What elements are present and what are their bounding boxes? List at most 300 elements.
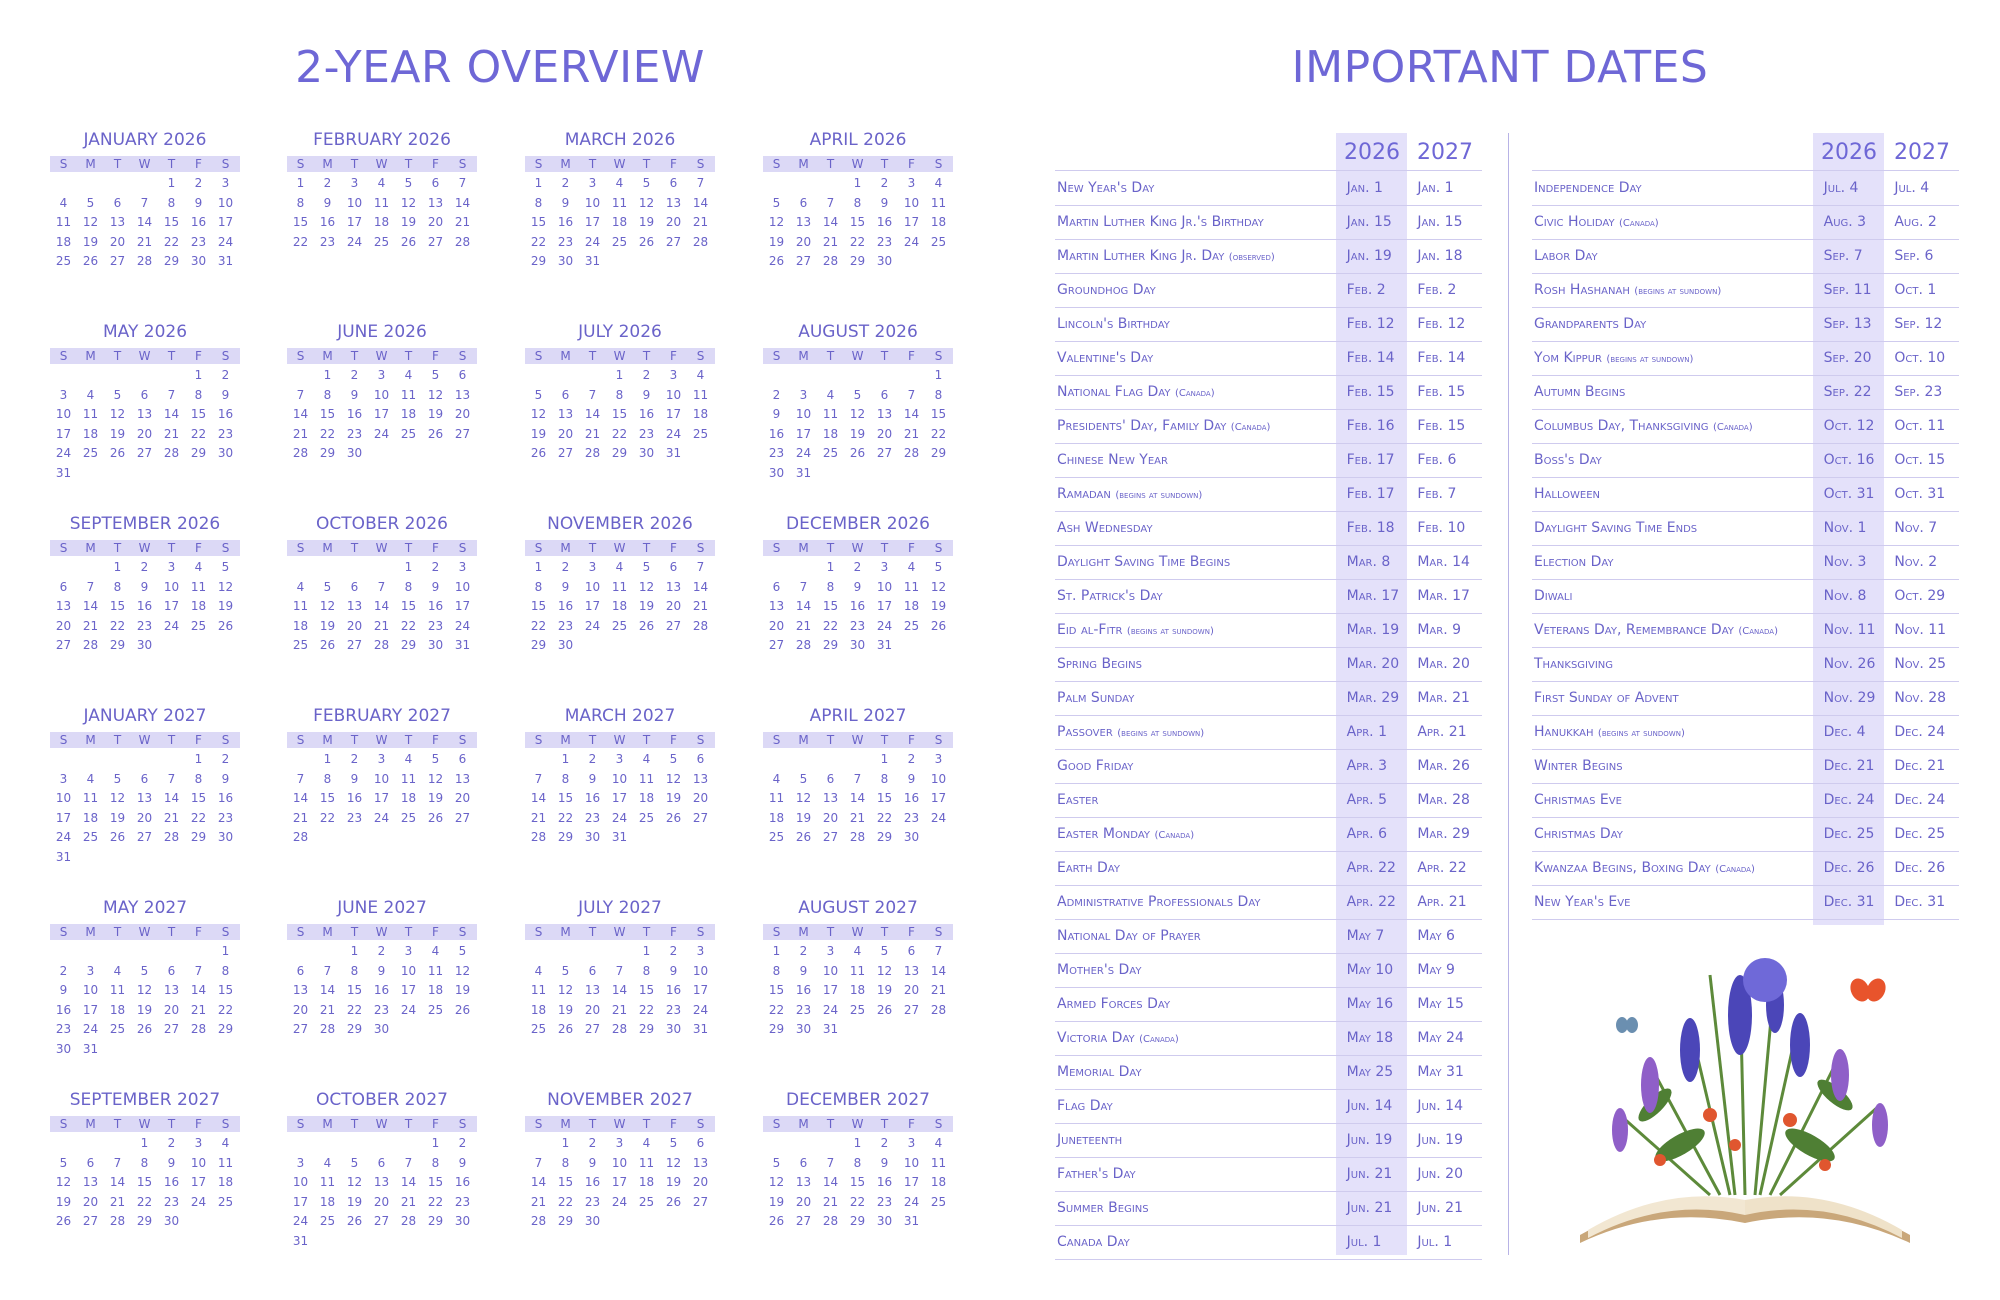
week-row [50,1020,240,1040]
day-cell [77,464,104,484]
date-2027: Apr. 21 [1417,724,1467,740]
year-header-2027-left: 2027 [1417,140,1473,165]
weekday-label: S [221,157,230,171]
event-name-cell [1055,1030,1337,1046]
day-cell [104,1040,131,1060]
day-cell: 12 [109,791,126,805]
day-cell: 15 [876,791,893,805]
day-cell: 26 [638,618,655,633]
day-cell: 10 [822,963,839,978]
date-2027: Apr. 22 [1417,860,1467,876]
event-note: (begins at sundown) [1126,626,1214,637]
day-cell: 3 [59,771,68,786]
week-row [763,828,953,848]
day-cell: 19 [427,407,444,421]
day-cell: 28 [190,1022,207,1036]
day-cell: 30 [346,446,363,460]
event-note: (begins at sundown) [1117,728,1205,739]
day-cell: 14 [373,599,390,613]
event-name-cell [1532,724,1814,740]
day-cell: 17 [903,215,920,229]
day-cell: 18 [427,983,444,997]
day-cell: 15 [346,983,363,997]
day-cell: 2 [350,368,359,382]
day-cell: 7 [853,771,862,786]
event-name: Christmas Day [1534,826,1623,842]
day-cell: 4 [194,560,203,574]
week-row [50,405,240,425]
day-cell: 23 [454,1194,471,1209]
event-name-cell [1055,350,1337,366]
day-cell: 6 [431,176,440,190]
day-cell: 6 [296,963,305,978]
day-cell: 25 [373,234,390,249]
day-cell: 29 [557,830,574,844]
day-cell: 18 [217,1175,234,1189]
day-cell: 17 [584,599,601,613]
day-cell [844,1020,871,1040]
day-cell: 24 [55,830,72,844]
weekday-header [525,1116,715,1132]
day-cell: 8 [561,1155,570,1170]
day-cell: 2 [772,387,781,402]
day-cell: 26 [930,618,947,633]
day-cell [287,750,314,770]
weekday-label: F [908,733,915,747]
date-2027: Nov. 11 [1894,622,1947,638]
date-2026: May 25 [1346,1064,1394,1080]
day-cell: 12 [136,983,153,997]
day-cell [844,366,871,386]
day-cell: 5 [669,1136,678,1150]
date-2027: Oct. 1 [1894,282,1937,298]
week-row [50,444,240,464]
day-cell: 11 [292,599,309,613]
day-cell [77,366,104,386]
day-cell: 10 [217,195,234,210]
day-cell: 8 [934,387,943,402]
month-title: JUNE 2026 [337,322,427,342]
date-2026: Nov. 26 [1823,656,1876,672]
day-cell: 6 [59,579,68,594]
week-row [525,617,715,637]
day-cell: 4 [934,1136,943,1150]
day-cell: 13 [665,195,682,210]
week-row [50,962,240,982]
week-row [763,962,953,982]
day-cell: 2 [588,752,597,766]
week-row [287,1154,477,1174]
day-cell: 29 [876,830,893,844]
day-cell: 17 [584,215,601,229]
day-cell: 20 [55,618,72,633]
day-cell: 24 [584,234,601,249]
day-cell: 27 [768,638,785,652]
day-cell: 5 [458,944,467,958]
day-cell: 17 [400,983,417,997]
date-2027: Jan. 15 [1417,214,1463,230]
event-name-cell [1055,418,1337,434]
day-cell: 20 [822,810,839,825]
day-cell: 27 [346,638,363,652]
date-row [1055,1225,1482,1260]
event-name: Ash Wednesday [1057,520,1153,536]
day-cell: 26 [217,618,234,633]
day-cell: 25 [930,1194,947,1209]
month-calendar [525,322,715,464]
date-row [1532,613,1959,648]
event-note: (Canada) [1712,422,1753,433]
weekday-label: T [113,541,122,555]
day-cell: 21 [611,1002,628,1017]
day-cell [131,750,158,770]
day-cell [368,828,395,848]
day-cell: 18 [822,426,839,441]
day-cell: 3 [458,560,467,574]
month-title: JUNE 2027 [337,898,427,918]
day-cell: 7 [194,963,203,978]
day-cell: 31 [217,254,234,268]
date-row [1055,239,1482,274]
weekday-label: S [296,925,305,939]
weekday-label: T [167,733,176,747]
day-cell: 30 [217,446,234,460]
month-calendar [763,706,953,848]
date-2026: Apr. 6 [1346,826,1387,842]
weekday-label: F [432,541,439,555]
day-cell [341,558,368,578]
day-cell: 10 [55,791,72,805]
event-name: Memorial Day [1057,1064,1142,1080]
day-cell: 30 [903,830,920,844]
day-cell: 30 [768,465,785,480]
day-cell: 5 [431,368,440,382]
weekday-label: T [588,1117,597,1131]
month-calendar [763,514,953,656]
day-cell: 5 [799,771,808,786]
month-calendar [287,706,477,848]
day-cell: 20 [795,1194,812,1209]
day-cell: 23 [217,810,234,825]
weekday-label: T [642,733,651,747]
date-2026: Feb. 16 [1346,418,1395,434]
event-name-cell [1055,316,1337,332]
date-row [1532,205,1959,240]
weekday-label: S [59,925,68,939]
day-cell: 18 [319,1194,336,1209]
day-cell: 31 [876,638,893,652]
day-cell: 23 [903,810,920,825]
day-cell [660,828,687,848]
date-row [1055,1089,1482,1124]
weekday-label: T [404,157,413,171]
day-cell: 5 [561,963,570,978]
day-cell: 21 [454,215,471,229]
weekday-label: T [826,1117,835,1131]
week-row [50,174,240,194]
event-name-cell [1532,622,1814,638]
day-cell: 26 [427,426,444,441]
day-cell [871,366,898,386]
weekday-label: T [167,925,176,939]
day-cell: 25 [319,1214,336,1228]
weekday-label: T [826,349,835,363]
day-cell: 28 [400,1214,417,1228]
day-cell: 23 [584,810,601,825]
day-cell: 15 [530,599,547,613]
day-cell [422,444,449,464]
day-cell [925,1212,952,1232]
day-cell [314,558,341,578]
day-cell: 13 [292,983,309,997]
day-cell: 6 [561,387,570,402]
day-cell: 1 [561,752,570,766]
weekday-label: S [59,541,68,555]
important-dates-title: IMPORTANT DATES [1291,42,1709,93]
day-cell: 21 [190,1002,207,1017]
day-cell: 22 [292,234,309,249]
day-cell: 3 [615,1136,624,1150]
event-name: Election Day [1534,554,1614,570]
day-cell: 10 [82,983,99,997]
month-title: JULY 2027 [578,898,662,918]
day-cell: 9 [880,195,889,210]
day-cell: 4 [221,1136,230,1150]
day-cell: 6 [377,1155,386,1170]
day-cell [525,750,552,770]
day-cell: 14 [454,195,471,210]
weekday-label: M [322,925,333,939]
day-cell [817,750,844,770]
weekday-label: F [908,925,915,939]
date-2027: Mar. 29 [1417,826,1470,842]
day-cell: 16 [584,1175,601,1189]
event-name: Halloween [1534,486,1601,502]
day-cell: 12 [638,195,655,210]
day-cell: 11 [930,1155,947,1170]
week-row [525,981,715,1001]
day-cell: 19 [530,426,547,441]
week-row [50,1154,240,1174]
day-cell: 27 [292,1022,309,1036]
week-row [287,444,477,464]
date-2027: Dec. 26 [1894,860,1946,876]
date-row [1532,477,1959,512]
weekday-label: M [798,1117,809,1131]
date-2026: Mar. 8 [1346,554,1391,570]
day-cell: 4 [615,176,624,190]
date-row [1532,749,1959,784]
day-cell: 25 [530,1022,547,1036]
date-2027: Nov. 25 [1894,656,1947,672]
day-cell: 6 [86,1155,95,1170]
date-2027: May 24 [1417,1030,1464,1046]
day-cell: 4 [86,387,95,402]
day-cell: 13 [876,407,893,421]
week-row [525,405,715,425]
date-2026: Feb. 17 [1346,452,1395,468]
day-cell: 1 [772,944,781,958]
day-cell [314,1134,341,1154]
day-cell [368,444,395,464]
day-cell: 19 [557,1002,574,1017]
day-cell: 31 [611,830,628,844]
day-cell: 11 [217,1155,234,1170]
day-cell: 12 [876,963,893,978]
weekday-label: T [167,1117,176,1131]
day-cell: 5 [772,1155,781,1170]
date-row [1055,647,1482,682]
weekday-label: F [908,157,915,171]
week-row [50,942,240,962]
day-cell: 13 [903,963,920,978]
date-2027: Oct. 11 [1894,418,1946,434]
event-name-cell [1055,724,1337,740]
week-row [287,194,477,214]
day-cell: 19 [109,426,126,441]
day-cell: 29 [190,446,207,460]
day-cell: 12 [930,579,947,594]
day-cell: 29 [530,638,547,652]
date-row [1532,647,1959,682]
date-row [1532,851,1959,886]
week-row [287,578,477,598]
week-row [287,962,477,982]
day-cell: 8 [350,963,359,978]
date-2026: Feb. 12 [1346,316,1395,332]
day-cell: 30 [876,254,893,268]
event-note: (begins at sundown) [1597,728,1685,739]
day-cell: 2 [880,1136,889,1150]
date-2027: Feb. 6 [1417,452,1457,468]
day-cell: 14 [822,1175,839,1189]
day-cell [790,750,817,770]
day-cell: 17 [373,407,390,421]
event-note: (Canada) [1738,626,1778,637]
day-cell: 14 [795,599,812,613]
day-cell [449,444,476,464]
date-row [1532,817,1959,852]
day-cell: 24 [665,426,682,441]
weekday-label: T [826,925,835,939]
day-cell [77,558,104,578]
weekday-label: S [458,349,467,363]
day-cell: 24 [903,1194,920,1209]
day-cell: 24 [217,234,234,249]
weekday-label: S [534,733,543,747]
weekday-label: T [113,733,122,747]
day-cell: 9 [221,771,230,786]
event-name: Valentine's Day [1057,350,1154,366]
day-cell: 14 [82,599,99,613]
day-cell [395,1134,422,1154]
day-cell: 19 [109,810,126,825]
weekday-header [763,540,953,556]
weekday-label: S [772,733,781,747]
weekday-label: M [798,925,809,939]
day-cell: 29 [930,446,947,460]
day-cell: 7 [907,387,916,402]
week-row [763,194,953,214]
weekday-label: W [138,1117,151,1131]
day-cell: 18 [400,407,417,421]
week-row [525,252,715,272]
day-cell: 25 [400,810,417,825]
day-cell: 5 [221,560,230,574]
day-cell: 14 [136,215,153,229]
weekday-label: M [322,349,333,363]
day-cell: 7 [588,387,597,402]
day-cell: 6 [458,368,467,382]
day-cell: 20 [454,791,471,805]
day-cell: 7 [534,771,543,786]
day-cell: 13 [346,599,363,613]
weekday-label: W [851,349,864,363]
week-row [50,1212,240,1232]
day-cell: 10 [692,963,709,978]
day-cell [898,366,925,386]
month-title: JANUARY 2027 [83,706,207,726]
day-cell [925,1020,952,1040]
day-cell: 19 [55,1194,72,1209]
weekday-label: M [560,733,571,747]
day-cell: 29 [849,254,866,268]
weekday-header [525,540,715,556]
month-calendar [50,514,240,656]
week-row [287,1212,477,1232]
weekday-label: T [350,541,359,555]
day-cell: 23 [163,1194,180,1209]
week-row [287,828,477,848]
date-row [1055,579,1482,614]
day-cell: 28 [373,638,390,652]
weekday-label: F [670,157,677,171]
day-cell: 2 [880,176,889,190]
event-name: Canada Day [1057,1234,1130,1250]
day-cell: 29 [557,1214,574,1228]
event-name: Earth Day [1057,860,1120,876]
day-cell: 11 [930,195,947,210]
event-name: National Day of Prayer [1057,928,1201,944]
day-cell: 4 [642,1136,651,1150]
weekday-label: T [404,925,413,939]
event-name: Lincoln's Birthday [1057,316,1170,332]
day-cell [449,828,476,848]
date-2026: Apr. 5 [1346,792,1387,808]
year-header-2026-right: 2026 [1821,140,1877,165]
event-name: Good Friday [1057,758,1134,774]
day-cell: 6 [907,944,916,958]
day-cell: 1 [323,368,332,382]
week-row [50,194,240,214]
day-cell: 10 [454,579,471,594]
day-cell: 23 [876,1194,893,1209]
day-cell: 24 [346,234,363,249]
day-cell [844,750,871,770]
day-cell: 15 [849,215,866,229]
day-cell: 20 [109,234,126,249]
event-name-cell [1532,486,1814,502]
day-cell: 11 [611,579,628,594]
weekday-label: M [560,1117,571,1131]
weekday-label: M [322,541,333,555]
day-cell [579,636,606,656]
date-row [1532,409,1959,444]
day-cell: 26 [427,810,444,825]
day-cell: 6 [140,387,149,402]
day-cell: 9 [561,579,570,594]
day-cell [871,1020,898,1040]
